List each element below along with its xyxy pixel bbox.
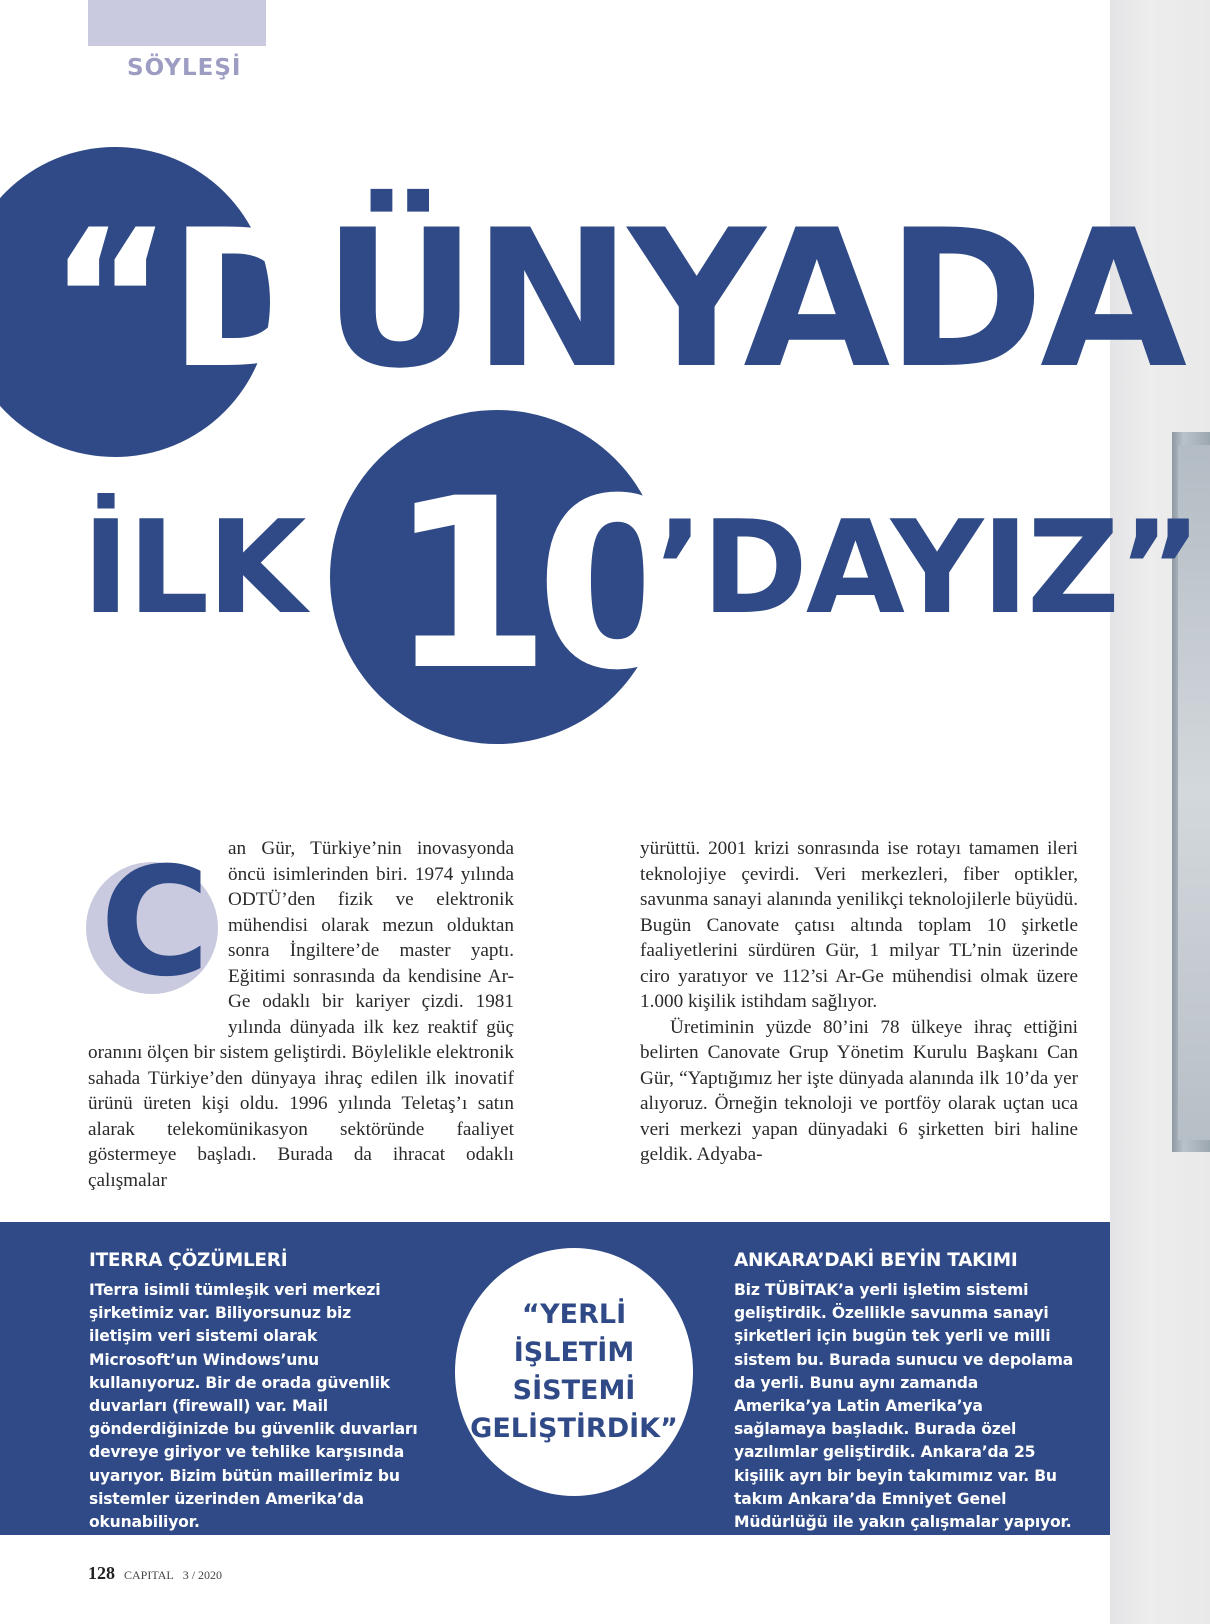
page-folio	[88, 1563, 222, 1584]
pull-quote-circle	[455, 1248, 693, 1496]
pull-quote	[470, 1296, 678, 1448]
pull-quote-line: İŞLETİM	[513, 1337, 635, 1368]
sidebar-box-iterra	[89, 1250, 419, 1534]
article-column-2	[640, 836, 1078, 1168]
magazine-name: CAPITAL	[124, 1568, 174, 1582]
article-paragraph: yürüttü. 2001 krizi sonrasında ise rotayı tamamen ileri teknolojiye çevirdi. Veri merkezleri, fiber optikler, savunma sanayi alanında yenilikçi teknolojilerle büyüdü. Bugün Canovate çatısı altında toplam 10 şirketle faaliyetlerini sürdüren Gür, 1 milyar TL’nin üzerinde ciro yaratıyor ve 112’si Ar-Ge mühendisi olmak üzere 1.000 kişilik istihdam sağlıyor.	[640, 838, 1078, 1012]
drop-cap-spacer	[88, 836, 228, 1016]
article-column-1	[88, 836, 514, 1193]
headline-word-dayiz: ’DAYIZ”	[655, 494, 1200, 643]
sidebar-box-ankara	[734, 1250, 1079, 1534]
box-text: ITerra isimli tümleşik veri merkezi şirketimiz var. Biliyorsunuz biz iletişim veri sistemi olarak Microsoft’un Windows’unu kullanıyoruz. Bir de orada güvenlik duvarları (firewall) var. Mail gönderdiğinizde bu güvenlik duvarları devreye giriyor ve tehlike karşısında uyarıyor. Bizim bütün maillerimiz bu sistemler üzerinden Amerika’da okunabiliyor.	[89, 1281, 418, 1532]
drop-cap-letter: C	[100, 836, 211, 1010]
headline-word-rest: ÜNYADA	[322, 189, 1184, 410]
section-tab	[88, 0, 266, 46]
headline-word-ilk: İLK	[82, 494, 305, 643]
pull-quote-line: “YERLİ	[521, 1299, 627, 1330]
page-number: 128	[88, 1563, 115, 1583]
box-text: Biz TÜBİTAK’a yerli işletim sistemi geliştirdik. Özellikle savunma sanayi şirketleri için bugün tek yerli ve milli sistem bu. Burada sunucu ve depolama da yerli. Bunu aynı zamanda Amerika’ya Latin Amerika’ya sağlamaya başladık. Burada özel yazılımlar geliştirdik. Ankara’da 25 kişilik ayrı bir beyin takımımız var. Bu takım Ankara’da Emniyet Genel Müdürlüğü ile yakın çalışmalar yapıyor.	[734, 1281, 1074, 1532]
article-paragraph: Üretiminin yüzde 80’ini 78 ülkeye ihraç ettiğini belirten Canovate Grup Yönetim Kurulu Başkanı Can Gür, “Yaptığımız her işte dünyada alanında ilk 10’da yer alıyoruz. Örneğin teknoloji ve portföy olarak uçtan uca veri merkezi yapan dünyadaki 6 şirketten biri haline geldik. Adyaba-	[640, 1016, 1078, 1165]
headline-line-1	[48, 189, 1184, 410]
issue-number: 3 / 2020	[182, 1568, 223, 1582]
pull-quote-line: GELİŞTİRDİK”	[470, 1413, 678, 1444]
headline-number-ten: 10	[388, 449, 684, 722]
section-label: SÖYLEŞİ	[127, 55, 242, 81]
box-title: ITERRA ÇÖZÜMLERİ	[89, 1250, 288, 1271]
headline-quote-open: “	[48, 189, 169, 410]
headline-letter-d: D	[168, 189, 323, 410]
box-title: ANKARA’DAKİ BEYİN TAKIMI	[734, 1250, 1018, 1271]
pull-quote-line: SİSTEMİ	[512, 1375, 636, 1406]
article-paragraph: an Gür, Türkiye’nin inovasyonda öncü isimlerinden biri. 1974 yılında ODTÜ’den fizik ve elektronik mühendisi olarak mezun olduktan sonra İngiltere’de master yaptı. Eğitimi sonrasında da kendisine Ar-Ge odaklı bir kariyer çizdi. 1981 yılında dünyada ilk kez reaktif güç oranını ölçen bir sistem geliştirdi. Böylelikle elektronik sahada Türkiye’den dünyaya ihraç edilen ilk inovatif ürünü üreten kişi oldu. 1996 yılında Teletaş’ı satın alarak telekomünikasyon sektöründe faaliyet göstermeye başladı. Burada da ihracat odaklı çalışmalar	[88, 838, 514, 1191]
